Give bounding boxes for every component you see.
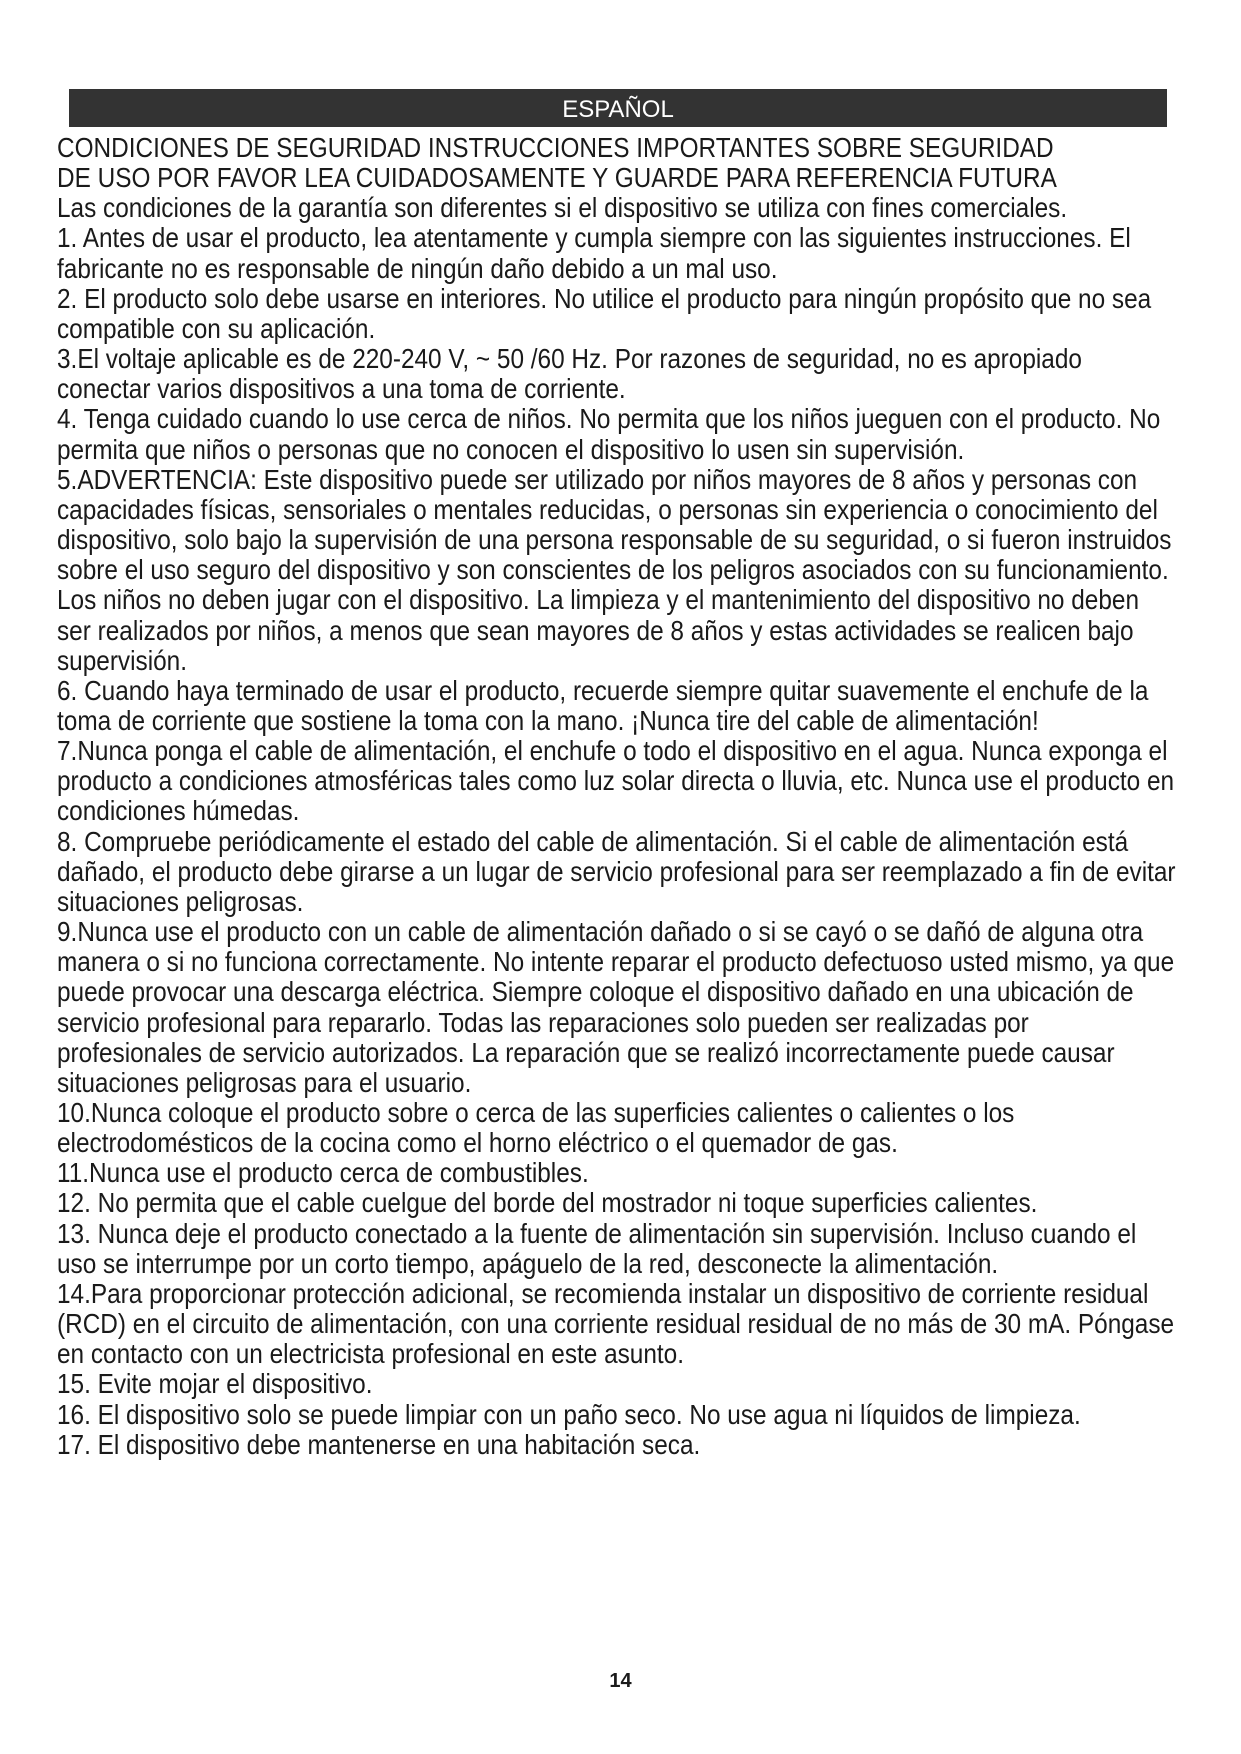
instruction-item: 16. El dispositivo solo se puede limpiar con un paño seco. No use agua ni líquidos de limpieza. (57, 1398, 1081, 1430)
instruction-item: 8. Compruebe periódicamente el estado del cable de alimentación. Si el cable de alimentación está dañado, el producto debe girarse a un lugar de servicio profesional para ser reemplazado a fin de evitar situaciones peligrosas. (57, 825, 1176, 917)
instruction-item: 12. No permita que el cable cuelgue del borde del mostrador ni toque superficies calientes. (57, 1187, 1038, 1219)
heading-line: DE USO POR FAVOR LEA CUIDADOSAMENTE Y GUARDE PARA REFERENCIA FUTURA (57, 162, 1057, 194)
warranty-intro: Las condiciones de la garantía son diferentes si el dispositivo se utiliza con fines comerciales. (57, 192, 1068, 224)
instruction-item: 15. Evite mojar el dispositivo. (57, 1368, 373, 1400)
page-number: 14 (609, 1670, 632, 1692)
heading-line: CONDICIONES DE SEGURIDAD INSTRUCCIONES IMPORTANTES SOBRE SEGURIDAD (57, 132, 1054, 163)
instruction-item: 2. El producto solo debe usarse en interiores. No utilice el producto para ningún propósito que no sea compatible con su aplicación. (57, 282, 1152, 344)
instruction-item: 9.Nunca use el producto con un cable de alimentación dañado o si se cayó o se dañó de alguna otra manera o si no funciona correctamente. No intente reparar el producto defectuoso usted mismo, ya que puede provocar una descarga eléctrica. Siempre coloque el dispositivo dañado en una ubicación de servicio profesional para repararlo. Todas las reparaciones solo pueden ser realizadas por profesionales de servicio autorizados. La reparación que se realizó incorrectamente puede causar situaciones peligrosas para el usuario. (57, 916, 1175, 1098)
instruction-item: 4. Tenga cuidado cuando lo use cerca de niños. No permita que los niños jueguen con el producto. No permita que niños o personas que no conocen el dispositivo lo usen sin supervisión. (57, 403, 1161, 465)
safety-instructions (57, 133, 1177, 1460)
instruction-item: 7.Nunca ponga el cable de alimentación, el enchufe o todo el dispositivo en el agua. Nunca exponga el producto a condiciones atmosféricas tales como luz solar directa o lluvia, etc. Nunca use el producto en condiciones húmedas. (57, 735, 1175, 827)
language-header-bar: ESPAÑOL (69, 89, 1167, 127)
instruction-item: 13. Nunca deje el producto conectado a la fuente de alimentación sin supervisión. Incluso cuando el uso se interrumpe por un corto tiempo, apáguelo de la red, desconecte la alimentación. (57, 1217, 1137, 1279)
instruction-item: 17. El dispositivo debe mantenerse en una habitación seca. (57, 1428, 701, 1460)
instruction-item: 1. Antes de usar el producto, lea atentamente y cumpla siempre con las siguientes instrucciones. El fabricante no es responsable de ningún daño debido a un mal uso. (57, 222, 1131, 284)
instruction-item: 3.El voltaje aplicable es de 220-240 V, ~ 50 /60 Hz. Por razones de seguridad, no es apropiado conectar varios dispositivos a una toma de corriente. (57, 343, 1082, 405)
instruction-item: 6. Cuando haya terminado de usar el producto, recuerde siempre quitar suavemente el enchufe de la toma de corriente que sostiene la toma con la mano. ¡Nunca tire del cable de alimentación! (57, 674, 1149, 736)
instruction-item: 14.Para proporcionar protección adicional, se recomienda instalar un dispositivo de corriente residual (RCD) en el circuito de alimentación, con una corriente residual residual de no más de 30 mA. Póngase en contacto con un electricista profesional en este asunto. (57, 1277, 1175, 1370)
instruction-item: 5.ADVERTENCIA: Este dispositivo puede ser utilizado por niños mayores de 8 años y personas con capacidades físicas, sensoriales o mentales reducidas, o personas sin experiencia o conocimiento del dispositivo, solo bajo la supervisión de una persona responsable de su seguridad, o si fueron instruidos sobre el uso seguro del dispositivo y son conscientes de los peligros asociados con su funcionamiento. Los niños no deben jugar con el dispositivo. La limpieza y el mantenimiento del dispositivo no deben ser realizados por niños, a menos que sean mayores de 8 años y estas actividades se realicen bajo supervisión. (57, 463, 1172, 676)
instruction-item: 11.Nunca use el producto cerca de combustibles. (57, 1157, 589, 1189)
instruction-item: 10.Nunca coloque el producto sobre o cerca de las superficies calientes o calientes o los electrodomésticos de la cocina como el horno eléctrico o el quemador de gas. (57, 1097, 1015, 1159)
